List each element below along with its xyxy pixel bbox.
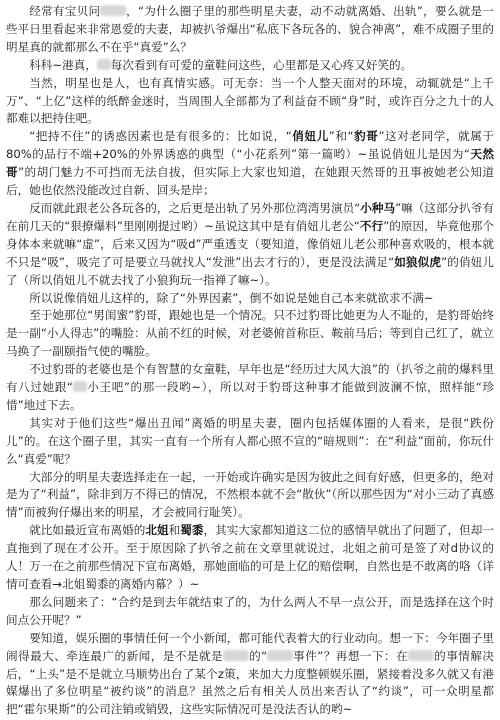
paragraph-12: 那么问题来了：“合约是到去年就结束了的，为什么两人不早一点公开，而是选择在这个时间点公开呢？”: [6, 594, 494, 627]
text: ”这对老同学，就属于80%的品行不端+20%的外界诱惑的典型（“小花系列”第一篇哟）~虽说俏妞儿是因为“: [6, 129, 494, 162]
paragraph-1: [6, 3, 494, 57]
paragraph-5: [6, 200, 494, 290]
text: ，“为什么圈子里的那些明星夫妻，动不动就离婚、出轨”，要么就是一些平日里看起来非常恩爱的夫妻，却被扒爷爆出“私底下各玩各的、貌合神离”，难不成圈子里的明星真的就都那么不在乎“真爱”么？: [6, 4, 494, 54]
paragraph-4: [6, 128, 494, 200]
paragraph-7: 至于她那位“男闺蜜”豹哥，跟她也是一个情况。只不过豹哥比她更为人不耻的，是豹哥始终是一副“小人得志”的嘴脸：从前不红的时候，对老婆俯首称臣、鞍前马后；等到自己红了，就立马换了一副颐指气使的嘴脸。: [6, 308, 494, 359]
highlight-name: 豹哥: [353, 129, 379, 144]
text: 的事情解决后，“上头”是不是就立马顺势出台了某个z策，来加大力度整顿娱乐圈，紧接着没多久就又有港媒爆出了多位明星“被约谈”的消息？虽然之后有相关人员出来否认了“约谈”，可一众明星都把“霍尔果斯”的公司注销或销毁，这些实际情况可是没法否认的哟~: [6, 648, 494, 717]
redacted-mark: [100, 5, 126, 16]
text: “把持不住”的诱惑因素也是有很多的：比如说，“: [29, 129, 292, 144]
text: ”的原因，毕竟他那个身体本来就嘛“虚”，后来又因为“吸d”严重透支（要知道，像俏妞儿老公那种喜欢吸的，根本就不只是“吸”，吸完了可是要立马就找人“发泄”出去才行的），更是没法满足“: [6, 218, 494, 269]
highlight-name: 小种马: [360, 200, 396, 215]
paragraph-13: [6, 630, 494, 720]
paragraph-10: 大部分的明星夫妻选择走在一起，一开始或许确实是因为彼此之间有好感，但更多的，绝对是为了“利益”，除非到万不得已的情况，不然根本就不会“散伙”（所以那些因为“对小三动了真感情”而被狗仔爆出来的明星，才会被同行耻笑）。: [6, 469, 494, 520]
highlight-name: 俏妞儿: [291, 129, 329, 144]
text: 每次看到有可爱的童鞋问这些，心里都是又心疼又好笑的。: [110, 57, 413, 72]
paragraph-3: 当然，明星也是人，也有真情实感。可无奈：当一个人整天面对的环境，动辄就是“上千万”、“上亿”这样的纸醉金迷时，当周围人全部都为了利益奋不顾“身”时，或许百分之九十的人都难以把持住吧。: [6, 75, 494, 126]
text: ”的俏妞儿了（所以俏妞儿不就去找了小狼狗玩一指禅了嘛~）。: [6, 254, 494, 287]
paragraph-6: 所以说像俏妞儿这样的，除了“外界因素”，倒不如说是她自己本来就欲求不满~: [29, 290, 434, 305]
redacted-mark: [267, 650, 293, 661]
highlight-name: 不行: [359, 218, 384, 233]
paragraph-9: 其实对于他们这些“爆出丑闻”离婚的明星夫妻，圈内包括媒体圈的人看来，是很“跌份儿”的。在这个圈子里，其实一直有一个所有人都心照不宣的“暗规则”：在“利益”面前，你玩什么“真爱”呢？: [6, 415, 494, 466]
text: ”嘛（这部分扒爷有在前几天的“狠撩爆料”里刚刚提过哟）~虽说这其中是有俏妞儿老公“: [6, 200, 494, 233]
redacted-mark: [223, 650, 249, 661]
paragraph-11: [6, 522, 494, 594]
text: 和: [168, 523, 181, 538]
text: 小王吧”的那一段哟~），所以对于豹哥这种事才能做到波澜不惊，照样能“珍惜”地过下去。: [6, 380, 494, 412]
highlight-name: 如狼似虎: [394, 254, 442, 269]
redacted-mark: [73, 381, 87, 392]
highlight-name: 天然哥: [6, 147, 494, 180]
text: ”和“: [328, 129, 354, 144]
paragraph-2: [6, 57, 494, 75]
text: ”的胡门魅力不可挡而无法自拔，但实际上大家也知道，在她跟天然哥的丑事被她老公知道后，她也依然没能改过自新、回头是岸；: [6, 165, 494, 198]
redacted-mark: [97, 59, 111, 70]
text: ，其实大家都知道这二位的感情早就出了问题了，但却一直拖到了现在才公开。至于原因除了扒爷之前在文章里就说过，北姐之前可是签了对d协议的人！万一在之前那些情况下宣布离婚，那她面临的可是上亿的赔偿啊，自然也是不敢离的咯（详情可查看→北姐蜀黍的离婚内幕？）~: [6, 523, 494, 591]
text: 反而就此跟老公各玩各的，之后更是出轨了另外那位湾湾男演员“: [29, 200, 361, 215]
text: 的“: [248, 648, 268, 663]
text: 事件”？再想一下：在: [292, 648, 409, 663]
text: 就比如最近宣布离婚的: [29, 523, 146, 538]
text: 经常有宝贝问: [29, 4, 101, 18]
highlight-name: 北姐: [145, 523, 169, 538]
paragraph-8: [6, 361, 494, 415]
highlight-name: 蜀黍: [180, 523, 204, 538]
text: 科科~港真，: [29, 57, 97, 72]
text: 不过豹哥的老婆也是个有智慧的女童鞋，早年也是“经历过大风大浪”的（扒爷之前的爆料里有八过她跟“: [6, 362, 494, 395]
redacted-mark: [408, 650, 434, 661]
text: 要知道，娱乐圈的事情任何一个小新闻，都可能代表着大的行业动向。想一下：今年圈子里闹得最大、牵连最广的新闻，是不是就是: [6, 630, 494, 663]
